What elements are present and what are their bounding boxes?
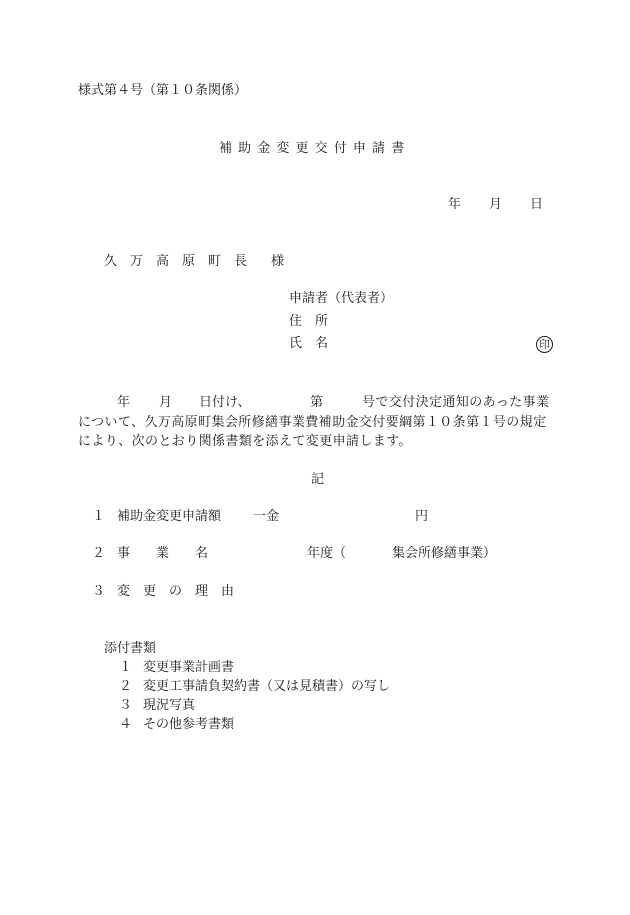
applicant-address-label: 住 所 <box>289 314 329 329</box>
item-1-kin: 一金 <box>253 509 280 524</box>
item-2-number: ２ <box>92 546 106 561</box>
attachment-number: ２ <box>119 679 133 694</box>
body-day-suffix: 日付け、 <box>199 395 251 410</box>
seal-mark: 印 <box>536 336 553 353</box>
body-line-3: により、次のとおり関係書類を添えて変更申請します。 <box>78 434 412 449</box>
item-3-number: ３ <box>92 584 106 599</box>
date-year: 年 <box>448 197 462 212</box>
applicant-name-label: 氏 名 <box>289 336 329 351</box>
body-dai: 第 <box>310 395 324 410</box>
attachment-text: 現況写真 <box>143 698 196 713</box>
addressee-honorific: 様 <box>271 254 285 269</box>
item-2-project: 集会所修繕事業） <box>392 546 497 561</box>
item-1-label: 補助金変更申請額 <box>117 509 222 524</box>
item-2-year: 年度（ <box>307 546 347 561</box>
document-title: 補 助 金 変 更 交 付 申 請 書 <box>219 141 406 156</box>
item-1-unit: 円 <box>415 509 429 524</box>
attachment-number: １ <box>119 660 133 675</box>
date-day: 日 <box>530 197 544 212</box>
body-month: 月 <box>159 395 173 410</box>
item-2-label: 事 業 名 <box>117 546 209 561</box>
attachments-heading: 添付書類 <box>104 641 157 656</box>
ki-heading: 記 <box>311 472 325 487</box>
attachment-text: 変更工事請負契約書（又は見積書）の写し <box>143 679 391 694</box>
body-line1-rest: 号で交付決定通知のあった事業 <box>362 395 550 410</box>
attachment-number: ３ <box>119 698 133 713</box>
addressee-name: 久 万 高 原 町 長 <box>104 254 248 269</box>
attachment-text: 変更事業計画書 <box>143 660 235 675</box>
body-year: 年 <box>117 395 131 410</box>
applicant-role: 申請者（代表者） <box>289 291 394 306</box>
item-1-number: １ <box>92 509 106 524</box>
attachment-number: ４ <box>119 717 133 732</box>
form-number: 様式第４号（第１０条関係） <box>78 83 248 98</box>
item-3-label: 変 更 の 理 由 <box>117 584 235 599</box>
date-month: 月 <box>489 197 503 212</box>
body-line-2: について、久万高原町集会所修繕事業費補助金交付要綱第１０条第１号の規定 <box>78 415 547 430</box>
attachment-text: その他参考書類 <box>143 717 235 732</box>
